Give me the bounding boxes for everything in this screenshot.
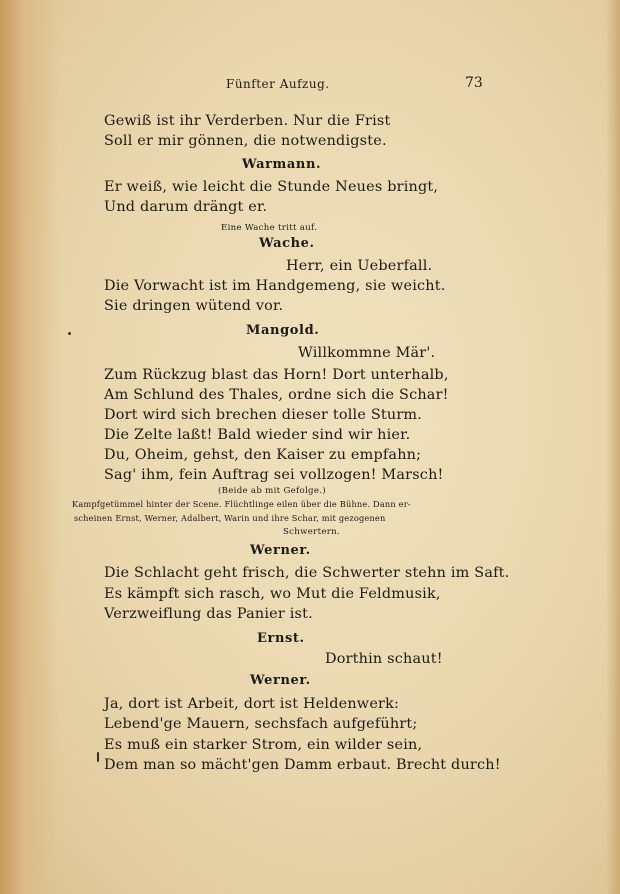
verse-line: Sie dringen wütend vor. bbox=[104, 298, 284, 314]
verse-line: Es muß ein starker Strom, ein wilder sein, bbox=[104, 737, 423, 753]
speaker-name: Wache. bbox=[259, 236, 315, 251]
verse-line: Dort wird sich brechen dieser tolle Sturm. bbox=[104, 407, 423, 423]
page-number: 73 bbox=[465, 75, 483, 91]
verse-line: Dem man so mächt'gen Damm erbaut. Brecht durch! bbox=[104, 757, 501, 773]
speaker-name: Werner. bbox=[250, 673, 311, 688]
speaker-name: Warmann. bbox=[242, 157, 322, 172]
verse-line: Dorthin schaut! bbox=[325, 651, 443, 667]
verse-line: Er weiß, wie leicht die Stunde Neues bringt, bbox=[104, 179, 439, 195]
verse-line: Die Vorwacht ist im Handgemeng, sie weicht. bbox=[104, 278, 446, 294]
stage-direction: Kampfgetümmel hinter der Scene. Flüchtlinge eilen über die Bühne. Dann er- bbox=[72, 499, 411, 509]
speaker-name: Ernst. bbox=[257, 631, 305, 646]
stage-direction: Eine Wache tritt auf. bbox=[221, 223, 318, 233]
stage-direction: scheinen Ernst, Werner, Adalbert, Warin und ihre Schar, mit gezogenen bbox=[74, 513, 386, 523]
verse-line: Zum Rückzug blast das Horn! Dort unterhalb, bbox=[104, 367, 449, 383]
running-title: Fünfter Aufzug. bbox=[226, 77, 330, 91]
verse-line: Es kämpft sich rasch, wo Mut die Feldmusik, bbox=[104, 586, 441, 602]
speaker-name: Werner. bbox=[250, 543, 311, 558]
margin-mark bbox=[68, 332, 71, 335]
verse-line: Am Schlund des Thales, ordne sich die Schar! bbox=[104, 387, 449, 403]
stage-direction: (Beide ab mit Gefolge.) bbox=[218, 486, 326, 496]
verse-line: Willkommne Mär'. bbox=[298, 345, 436, 361]
verse-line: Verzweiflung das Panier ist. bbox=[104, 606, 313, 622]
verse-line: Soll er mir gönnen, die notwendigste. bbox=[104, 133, 387, 149]
page-shadow-left bbox=[0, 0, 60, 894]
verse-line: Du, Oheim, gehst, den Kaiser zu empfahn; bbox=[104, 447, 422, 463]
verse-line: Die Schlacht geht frisch, die Schwerter stehn im Saft. bbox=[104, 565, 510, 581]
speaker-name: Mangold. bbox=[246, 323, 320, 338]
verse-line: Und darum drängt er. bbox=[104, 199, 268, 215]
verse-line: Herr, ein Ueberfall. bbox=[286, 258, 433, 274]
verse-line: Lebend'ge Mauern, sechsfach aufgeführt; bbox=[104, 716, 418, 732]
verse-line: Die Zelte laßt! Bald wieder sind wir hier. bbox=[104, 427, 411, 443]
page-shadow-right bbox=[606, 0, 620, 894]
stage-direction: Schwertern. bbox=[283, 527, 340, 537]
verse-line: Gewiß ist ihr Verderben. Nur die Frist bbox=[104, 113, 391, 129]
margin-mark bbox=[97, 752, 99, 762]
verse-line: Sag' ihm, fein Auftrag sei vollzogen! Marsch! bbox=[104, 467, 444, 483]
verse-line: Ja, dort ist Arbeit, dort ist Heldenwerk: bbox=[104, 696, 400, 712]
